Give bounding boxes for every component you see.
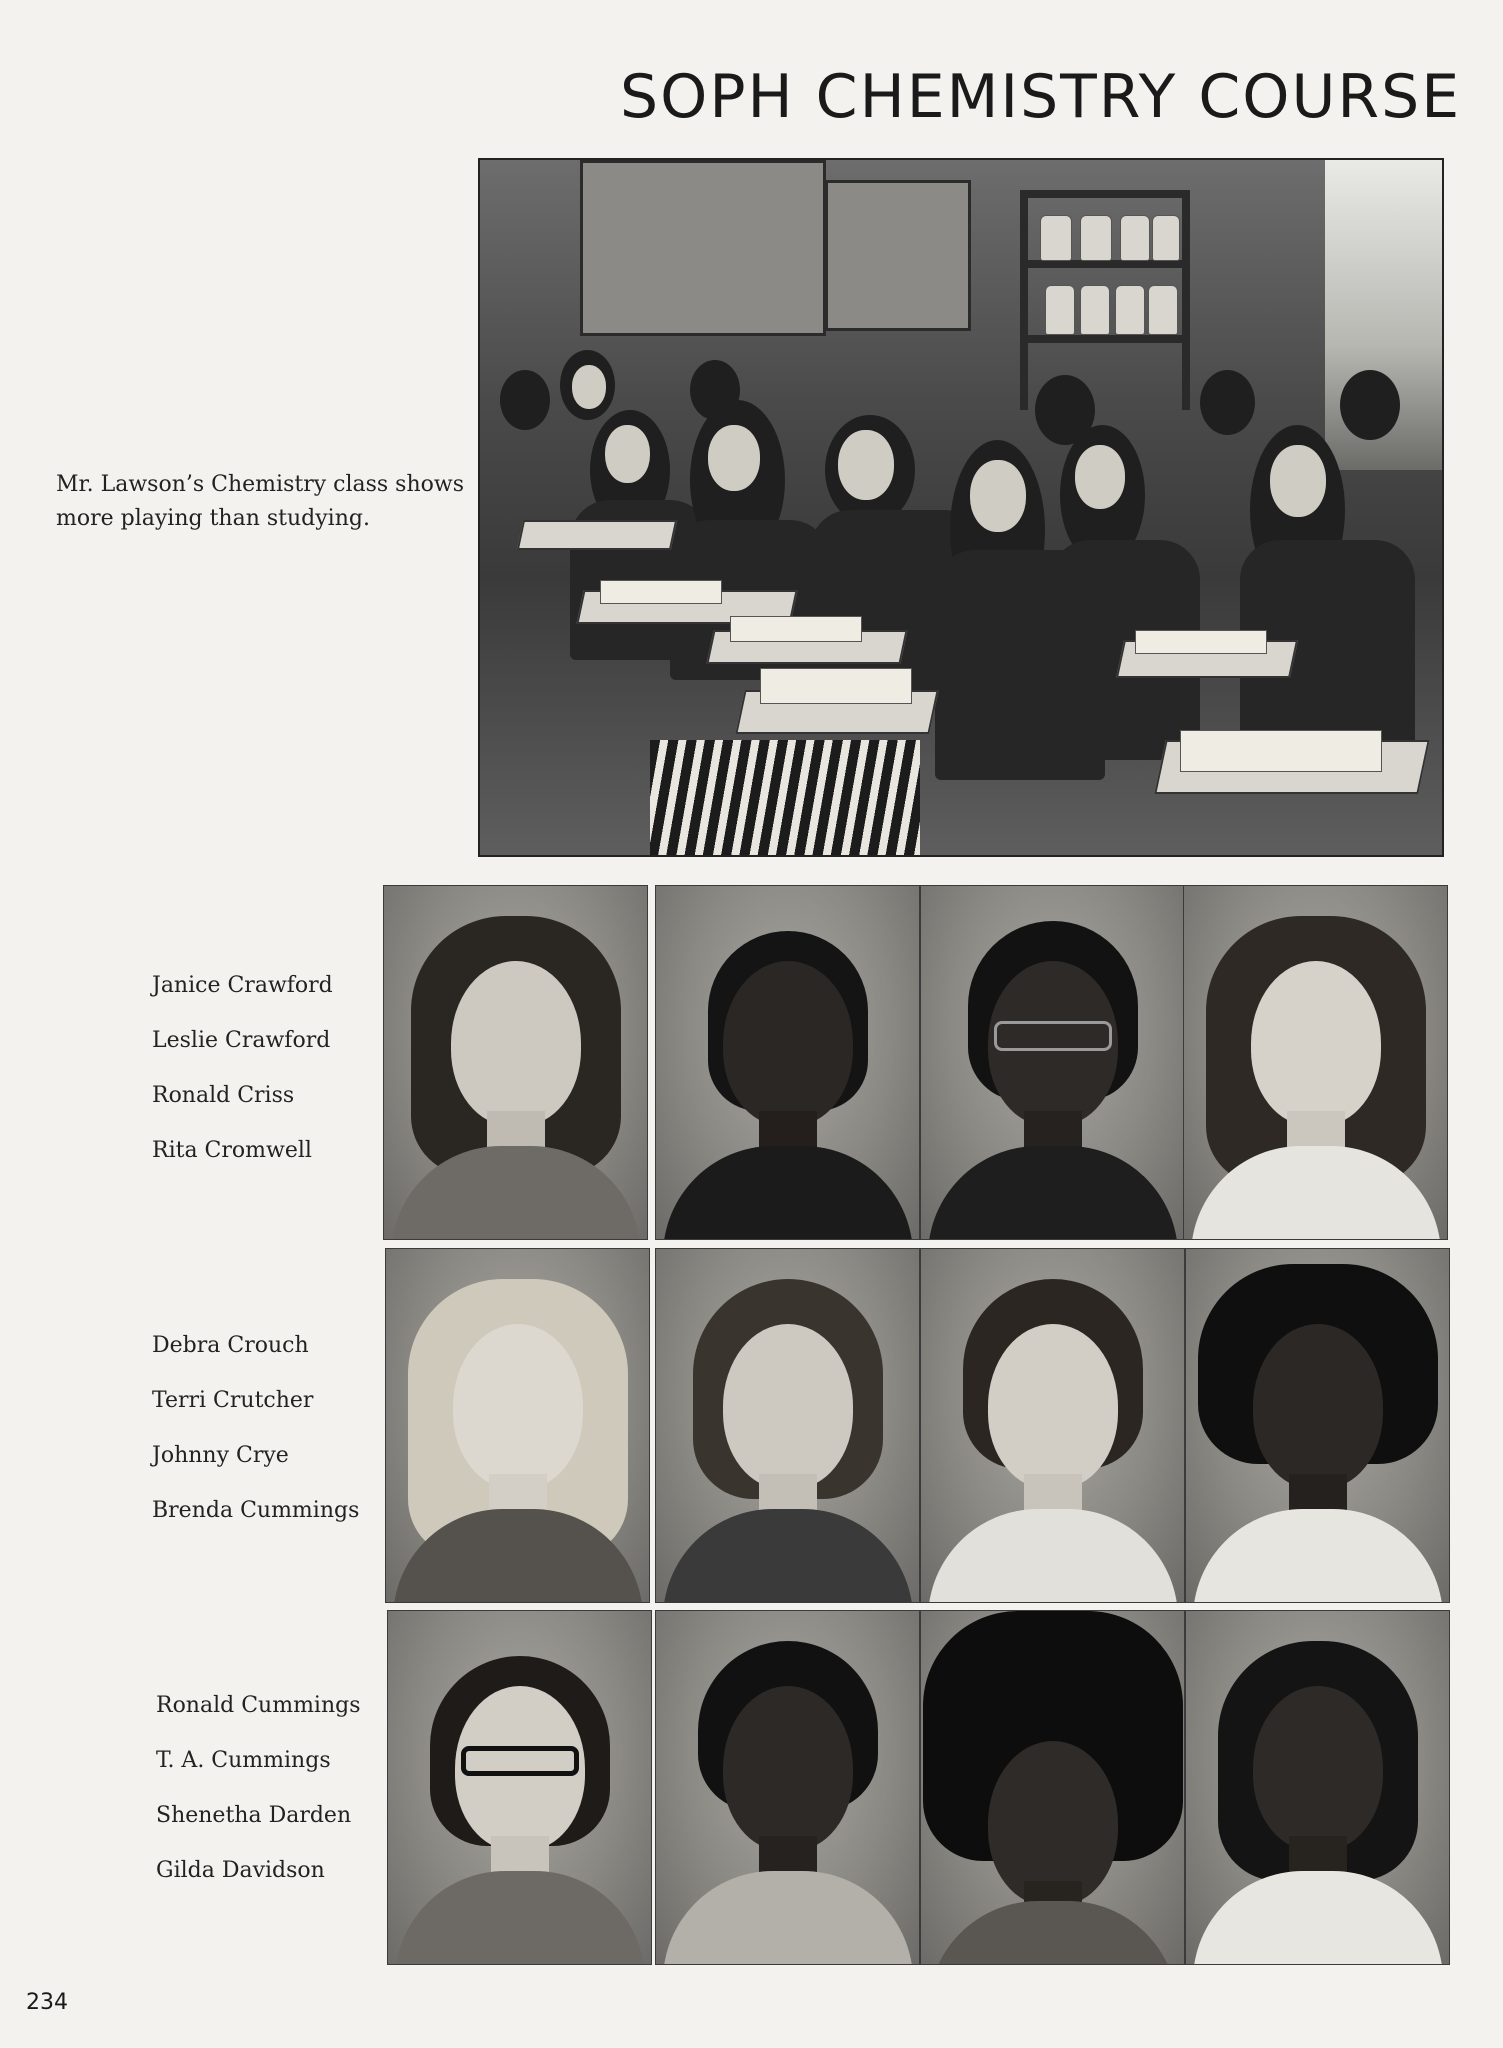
desk-book — [730, 616, 862, 642]
classroom-shelf — [1020, 260, 1190, 268]
classroom-jar — [1148, 285, 1178, 335]
desk-book — [760, 668, 912, 704]
student-portrait — [920, 885, 1185, 1240]
student-portrait — [1185, 1248, 1450, 1603]
name-list-row-2 — [152, 1318, 359, 1538]
desk-book — [1180, 730, 1382, 772]
student-portrait — [385, 1248, 650, 1603]
student-name: Rita Cromwell — [152, 1138, 312, 1163]
student-name: Ronald Criss — [152, 1083, 295, 1108]
portrait-face — [988, 1324, 1118, 1489]
portrait-face — [723, 1324, 853, 1489]
portrait-shoulders — [1193, 1509, 1443, 1603]
student-name: Johnny Crye — [152, 1443, 289, 1468]
student-hair — [500, 370, 550, 430]
student-portrait — [387, 1610, 652, 1965]
classroom-cabinet — [580, 160, 826, 336]
portrait-shoulders — [1193, 1871, 1443, 1965]
student-desk — [517, 520, 677, 550]
student-face — [1270, 445, 1326, 517]
student-name: Brenda Cummings — [152, 1498, 360, 1523]
portrait-face — [451, 961, 581, 1126]
portrait-shoulders — [928, 1146, 1178, 1240]
classroom-shelf — [1020, 190, 1028, 410]
classroom-jar — [1152, 215, 1180, 261]
student-portrait — [655, 1248, 920, 1603]
name-list-row-3 — [156, 1678, 361, 1898]
student-face — [970, 460, 1026, 532]
portrait-shoulders — [663, 1509, 913, 1603]
portrait-face — [723, 961, 853, 1126]
student-hair — [1340, 370, 1400, 440]
classroom-jar — [1040, 215, 1072, 261]
page-title: SOPH CHEMISTRY COURSE — [620, 62, 1462, 132]
page-number: 234 — [26, 1990, 68, 2015]
name-list-row-1 — [152, 958, 333, 1178]
student-portrait — [655, 885, 920, 1240]
portrait-glasses — [461, 1746, 579, 1776]
student-name: Leslie Crawford — [152, 1028, 331, 1053]
portrait-face — [1253, 1324, 1383, 1489]
student-name: Terri Crutcher — [152, 1388, 314, 1413]
portrait-shoulders — [928, 1901, 1178, 1965]
classroom-jar — [1080, 215, 1112, 261]
student-name: Ronald Cummings — [156, 1693, 361, 1718]
student-face — [1075, 445, 1125, 509]
portrait-glasses — [994, 1021, 1112, 1051]
desk-book — [600, 580, 722, 604]
classroom-jar — [1045, 285, 1075, 335]
classroom-cabinet — [825, 180, 971, 331]
student-face — [708, 425, 760, 491]
student-portrait — [383, 885, 648, 1240]
classroom-shelf — [1020, 190, 1190, 198]
classroom-jar — [1080, 285, 1110, 335]
desk-book — [1135, 630, 1267, 654]
student-hair — [1200, 370, 1255, 435]
student-portrait — [920, 1610, 1185, 1965]
classroom-shelf — [1182, 190, 1190, 410]
portrait-face — [453, 1324, 583, 1489]
portrait-shoulders — [395, 1871, 645, 1965]
student-name: Janice Crawford — [152, 973, 333, 998]
student-face — [838, 430, 894, 500]
portrait-face — [1251, 961, 1381, 1126]
striped-pants — [650, 740, 920, 855]
photo-caption: Mr. Lawson’s Chemistry class shows more playing than studying. — [56, 472, 465, 531]
student-name: T. A. Cummings — [156, 1748, 331, 1773]
student-name: Debra Crouch — [152, 1333, 309, 1358]
student-portrait — [655, 1610, 920, 1965]
student-portrait — [1185, 1610, 1450, 1965]
portrait-shoulders — [928, 1509, 1178, 1603]
portrait-shoulders — [663, 1146, 913, 1240]
student-portrait — [920, 1248, 1185, 1603]
portrait-face — [1253, 1686, 1383, 1851]
portrait-face — [723, 1686, 853, 1851]
student-portrait — [1183, 885, 1448, 1240]
classroom-jar — [1120, 215, 1150, 261]
student-name: Shenetha Darden — [156, 1803, 352, 1828]
classroom-photo — [478, 158, 1444, 857]
portrait-shoulders — [663, 1871, 913, 1965]
classroom-jar — [1115, 285, 1145, 335]
classroom-shelf — [1020, 335, 1190, 343]
student-face — [572, 365, 606, 409]
student-name: Gilda Davidson — [156, 1858, 325, 1883]
student-face — [605, 425, 650, 483]
portrait-shoulders — [391, 1146, 641, 1240]
